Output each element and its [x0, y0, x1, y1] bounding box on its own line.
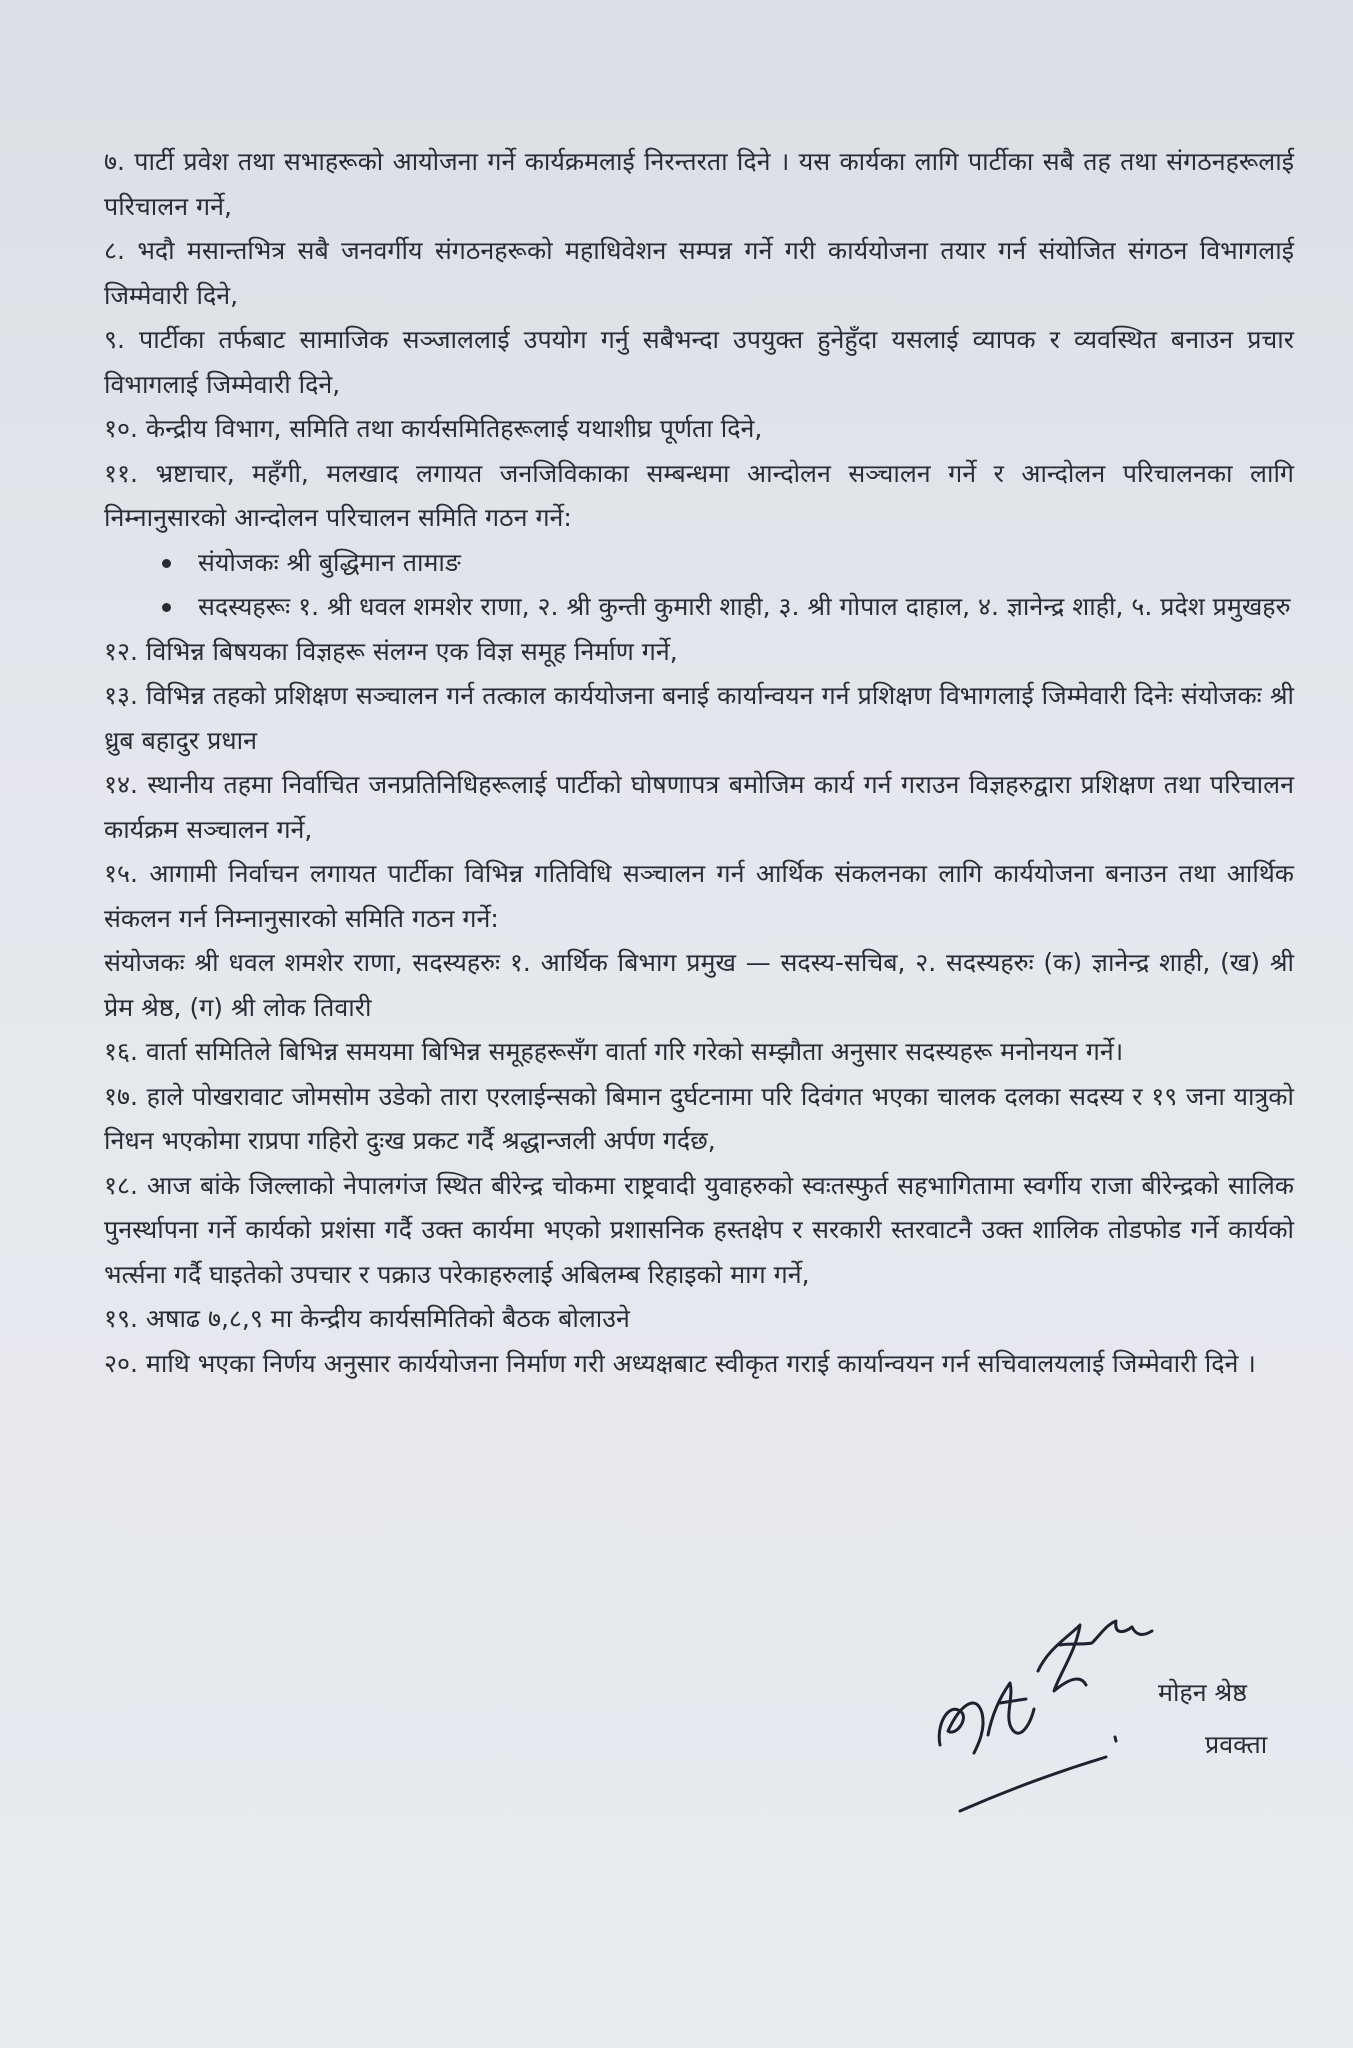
decision-item-18: १८. आज बांके जिल्लाको नेपालगंज स्थित बीरेन्द्र चोकमा राष्ट्रवादी युवाहरुको स्वःतस्फुर्त सहभागितामा स्वर्गीय राजा बीरेन्द्रको सालिक पुनर्स्थापना गर्ने कार्यको प्रशंसा गर्दै उक्त कार्यमा भएको प्रशासनिक हस्तक्षेप र सरकारी स्तरवाटनै उक्त शालिक तोडफोड गर्ने कार्यको भर्त्सना गर्दै घाइतेको उपचार र पक्राउ परेकाहरुलाई अबिलम्ब रिहाइको माग गर्ने,	[104, 1170, 1294, 1289]
decision-item-13: १३. विभिन्न तहको प्रशिक्षण सञ्चालन गर्न तत्काल कार्ययोजना बनाई कार्यान्वयन गर्न प्रशिक्षण विभागलाई जिम्मेवारी दिनेः संयोजकः श्री ध्रुब बहादुर प्रधान	[104, 681, 1294, 755]
signatory-name: मोहन श्रेष्ठ	[1158, 1678, 1247, 1707]
decision-item-10: १०. केन्द्रीय विभाग, समिति तथा कार्यसमितिहरूलाई यथाशीघ्र पूर्णता दिने,	[104, 414, 763, 443]
signatory-title: प्रवक्ता	[1205, 1730, 1268, 1759]
decision-item-8: ८. भदौ मसान्तभित्र सबै जनवर्गीय संगठनहरूको महाधिवेशन सम्पन्न गर्ने गरी कार्ययोजना तयार गर्न संयोजित संगठन विभागलाई जिम्मेवारी दिने,	[104, 236, 1294, 310]
signature-block	[930, 1585, 1310, 1825]
decision-item-12: १२. विभिन्न बिषयका विज्ञहरू संलग्न एक विज्ञ समूह निर्माण गर्ने,	[104, 636, 678, 666]
movement-committee-list	[104, 541, 1294, 630]
bullet-dot	[162, 603, 171, 612]
bullet-dot	[162, 559, 171, 568]
decision-item-20: २०. माथि भएका निर्णय अनुसार कार्ययोजना निर्माण गरी अध्यक्षबाट स्वीकृत गराई कार्यान्वयन गर्न सचिवालयलाई जिम्मेवारी दिने ।	[104, 1348, 1256, 1378]
decision-item-17: १७. हाले पोखरावाट जोमसोम उडेको तारा एरलाईन्सको बिमान दुर्घटनामा परि दिवंगत भएका चालक दलका सदस्य र १९ जना यात्रुको निधन भएकोमा राप्रपा गहिरो दुःख प्रकट गर्दै श्रद्धान्जली अर्पण गर्दछ,	[104, 1081, 1294, 1155]
bullet-coordinator	[156, 541, 1294, 586]
decision-item-11: ११. भ्रष्टाचार, महँगी, मलखाद लगायत जनजिविकाका सम्बन्धमा आन्दोलन सञ्चालन गर्ने र आन्दोलन परिचालनका लागि निम्नानुसारको आन्दोलन परिचालन समिति गठन गर्ने:	[104, 458, 1294, 532]
bullet-text: संयोजकः श्री बुद्धिमान तामाङ	[198, 547, 461, 577]
bullet-members	[156, 585, 1294, 630]
decision-item-7: ७. पार्टी प्रवेश तथा सभाहरूको आयोजना गर्ने कार्यक्रमलाई निरन्तरता दिने । यस कार्यका लागि पार्टीका सबै तह तथा संगठनहरूलाई परिचालन गर्ने,	[104, 147, 1294, 221]
decision-item-15: १५. आगामी निर्वाचन लगायत पार्टीका विभिन्न गतिविधि सञ्चालन गर्न आर्थिक संकलनका लागि कार्ययोजना बनाउन तथा आर्थिक संकलन गर्न निम्नानुसारको समिति गठन गर्ने:	[104, 859, 1294, 933]
document-body	[104, 140, 1294, 1386]
finance-committee-members: संयोजकः श्री धवल शमशेर राणा, सदस्यहरुः १. आर्थिक बिभाग प्रमुख — सदस्य-सचिब, २. सदस्यहरुः (क) ज्ञानेन्द्र शाही, (ख) श्री प्रेम श्रेष्ठ, (ग) श्री लोक तिवारी	[104, 948, 1294, 1022]
bullet-text: सदस्यहरूः १. श्री धवल शमशेर राणा, २. श्री कुन्ती कुमारी शाही, ३. श्री गोपाल दाहाल, ४. ज्ञानेन्द्र शाही, ५. प्रदेश प्रमुखहरु	[198, 592, 1291, 621]
decision-item-16: १६. वार्ता समितिले बिभिन्न समयमा बिभिन्न समूहहरूसँग वार्ता गरि गरेको सम्झौता अनुसार सदस्यहरू मनोनयन गर्ने।	[104, 1037, 1124, 1066]
decision-item-19: १९. अषाढ ७,८,९ मा केन्द्रीय कार्यसमितिको बैठक बोलाउने	[104, 1304, 630, 1333]
decision-item-14: १४. स्थानीय तहमा निर्वाचित जनप्रतिनिधिहरूलाई पार्टीको घोषणापत्र बमोजिम कार्य गर्न गराउन विज्ञहरुद्वारा प्रशिक्षण तथा परिचालन कार्यक्रम सञ्चालन गर्ने,	[104, 770, 1294, 844]
decision-item-9: ९. पार्टीका तर्फबाट सामाजिक सञ्जाललाई उपयोग गर्नु सबैभन्दा उपयुक्त हुनेहुँदा यसलाई व्यापक र व्यवस्थित बनाउन प्रचार विभागलाई जिम्मेवारी दिने,	[104, 325, 1294, 399]
handwritten-signature	[930, 1585, 1170, 1825]
